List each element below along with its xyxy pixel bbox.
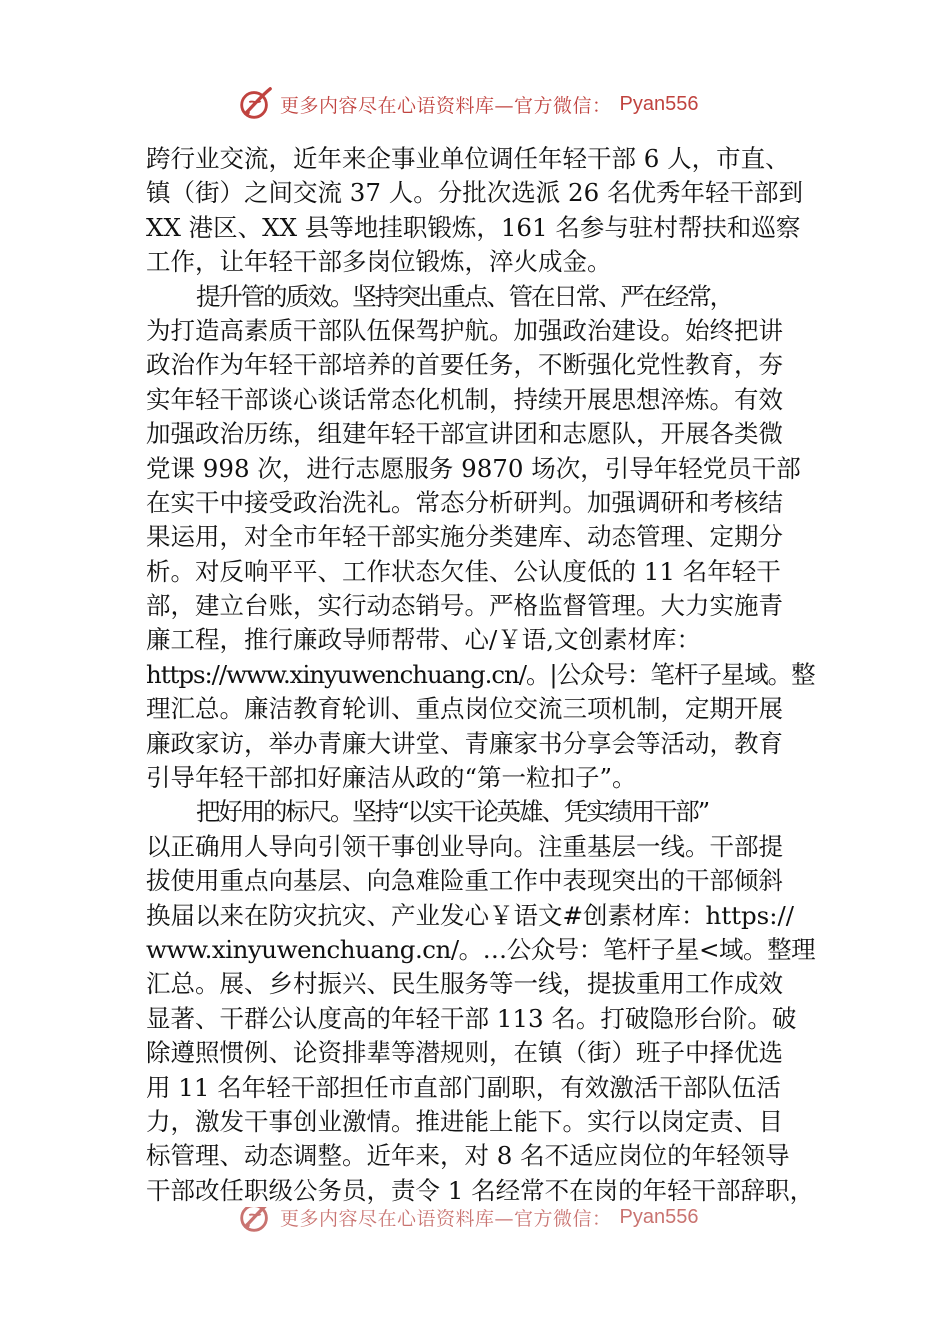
text-line: 用 11 名年轻干部担任市直部门副职，有效激活干部队伍活 [146, 1072, 781, 1102]
document-body [146, 142, 816, 1208]
text-line: 在实干中接受政治洗礼。常态分析研判。加强调研和考核结 [146, 487, 783, 517]
paragraph [146, 795, 816, 1208]
text-line: https://www.xinyuwenchuang.cn/。|公众号：笔杆子星域。整 [146, 659, 815, 689]
watermark-wechat-id: Pyan556 [619, 1207, 699, 1228]
text-line: 工作，让年轻干部多岗位锻炼，淬火成金。 [146, 247, 612, 277]
text-line: 把好用的标尺。坚持“以实干论英雄、凭实绩用干部” [196, 797, 708, 827]
text-line: 析。对反响平平、工作状态欠佳、公认度低的 11 名年轻干 [146, 556, 781, 586]
paragraph-container [146, 142, 816, 1208]
paragraph [146, 142, 816, 280]
text-line: 干部改任职级公务员，责令 1 名经常不在岗的年轻干部辞职， [146, 1175, 815, 1205]
text-line: 以正确用人导向引领干事创业导向。注重基层一线。干部提 [146, 831, 783, 861]
watermark-wechat-id: Pyan556 [619, 92, 699, 115]
text-line: 换届以来在防灾抗灾、产业发心￥语文#创素材库：https:// [146, 900, 795, 930]
text-line: 汇总。展、乡村振兴、民生服务等一线，提拔重用工作成效 [146, 969, 783, 999]
text-line: 提升管的质效。坚持突出重点、管在日常、严在经常， [196, 281, 732, 311]
text-line: 拔使用重点向基层、向急难险重工作中表现突出的干部倾斜 [146, 866, 783, 896]
text-line: 镇（街）之间交流 37 人。分批次选派 26 名优秀年轻干部到 [146, 178, 803, 208]
text-line: 果运用，对全市年轻干部实施分类建库、动态管理、定期分 [146, 522, 783, 552]
pen-logo-icon [236, 1207, 274, 1236]
text-line: www.xinyuwenchuang.cn/。…公众号：笔杆子星<域。整理 [146, 934, 816, 964]
watermark-footer [236, 1207, 698, 1241]
text-line: 加强政治历练，组建年轻干部宣讲团和志愿队，开展各类微 [146, 419, 783, 449]
paragraph [146, 280, 816, 796]
text-line: 引导年轻干部扣好廉洁从政的“第一粒扣子”。 [146, 763, 637, 793]
watermark-text: 更多内容尽在心语资料库—官方微信： [280, 94, 612, 117]
text-line: XX 港区、XX 县等地挂职锻炼，161 名参与驻村帮扶和巡察 [146, 212, 801, 242]
pen-logo-icon [236, 85, 274, 123]
text-line: 跨行业交流，近年来企事业单位调任年轻干部 6 人，市直、 [146, 144, 790, 173]
text-line: 理汇总。廉洁教育轮训、重点岗位交流三项机制，定期开展 [146, 694, 783, 724]
text-line: 廉政家访，举办青廉大讲堂、青廉家书分享会等活动，教育 [146, 728, 783, 758]
watermark-text: 更多内容尽在心语资料库—官方微信： [280, 1207, 612, 1230]
text-line: 除遵照惯例、论资排辈等潜规则，在镇（街）班子中择优选 [146, 1038, 783, 1068]
text-line: 党课 998 次，进行志愿服务 9870 场次，引导年轻党员干部 [146, 453, 801, 483]
text-line: 实年轻干部谈心谈话常态化机制，持续开展思想淬炼。有效 [146, 384, 783, 414]
text-line: 为打造高素质干部队伍保驾护航。加强政治建设。始终把讲 [146, 315, 783, 345]
text-line: 廉工程，推行廉政导师帮带、心/￥语,文创素材库： [146, 625, 702, 655]
text-line: 显著、干群公认度高的年轻干部 113 名。打破隐形台阶。破 [146, 1003, 797, 1033]
text-line: 政治作为年轻干部培养的首要任务，不断强化党性教育，夯 [146, 350, 783, 380]
text-line: 标管理、动态调整。近年来，对 8 名不适应岗位的年轻领导 [146, 1141, 790, 1171]
text-line: 部，建立台账，实行动态销号。严格监督管理。大力实施青 [146, 591, 783, 621]
watermark-header [236, 84, 698, 124]
text-line: 力，激发干事创业激情。推进能上能下。实行以岗定责、目 [146, 1106, 783, 1136]
